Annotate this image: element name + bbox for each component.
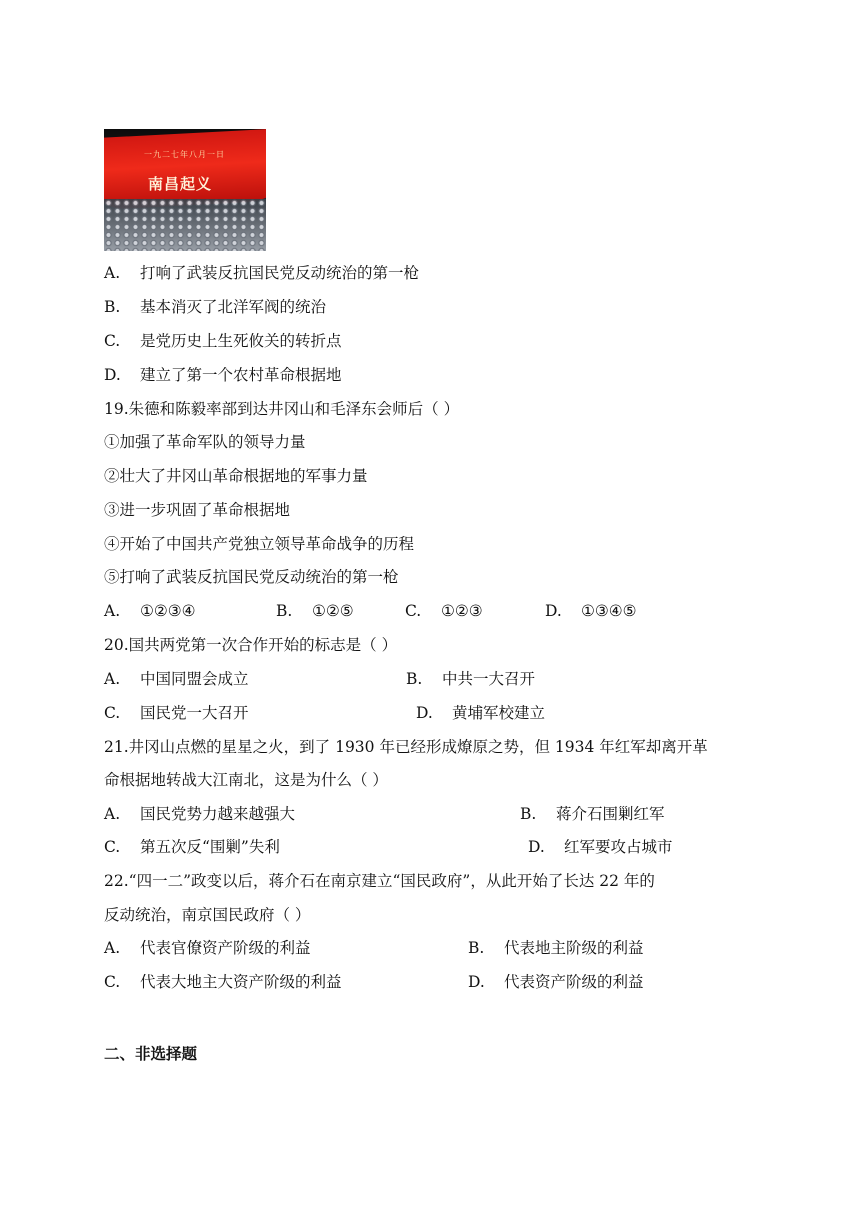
q18-option-d: D. 建立了第一个农村革命根据地 <box>104 366 342 384</box>
q19-item-4: ④开始了中国共产党独立领导革命战争的历程 <box>104 535 415 553</box>
q22-option-d: D. 代表资产阶级的利益 <box>468 973 644 991</box>
q21-stem-line1: 21.井冈山点燃的星星之火，到了 1930 年已经形成燎原之势，但 1934 年红军却离开革 <box>104 738 708 756</box>
q20-stem: 20.国共两党第一次合作开始的标志是（ ） <box>104 636 398 654</box>
photo-date-text: 一九二七年八月一日 <box>144 150 225 159</box>
q19-stem: 19.朱德和陈毅率部到达井冈山和毛泽东会师后（ ） <box>104 400 460 418</box>
q22-option-b: B. 代表地主阶级的利益 <box>468 939 644 957</box>
q21-option-d: D. 红军要攻占城市 <box>528 838 673 856</box>
q20-option-b: B. 中共一大召开 <box>406 670 536 688</box>
q20-option-a: A. 中国同盟会成立 <box>104 670 249 688</box>
q19-item-3: ③进一步巩固了革命根据地 <box>104 501 291 519</box>
q21-option-b: B. 蒋介石围剿红军 <box>520 805 665 823</box>
q22-option-a: A. 代表官僚资产阶级的利益 <box>104 939 311 957</box>
q19-option-d: D. ①③④⑤ <box>545 602 637 620</box>
q18-option-a: A. 打响了武装反抗国民党反动统治的第一枪 <box>104 264 420 282</box>
photo-title-text: 南昌起义 <box>148 175 213 193</box>
q21-option-a: A. 国民党势力越来越强大 <box>104 805 296 823</box>
q22-stem-line2: 反动统治，南京国民政府（ ） <box>104 906 311 924</box>
q21-stem-line2: 命根据地转战大江南北，这是为什么（ ） <box>104 771 388 789</box>
q19-item-5: ⑤打响了武装反抗国民党反动统治的第一枪 <box>104 568 399 586</box>
q21-option-c: C. 第五次反“围剿”失利 <box>104 838 280 856</box>
q18-option-c: C. 是党历史上生死攸关的转折点 <box>104 332 342 350</box>
q20-option-d: D. 黄埔军校建立 <box>416 704 546 722</box>
crowd-image <box>104 199 266 251</box>
q22-option-c: C. 代表大地主大资产阶级的利益 <box>104 973 342 991</box>
q19-item-2: ②壮大了井冈山革命根据地的军事力量 <box>104 467 368 485</box>
q19-option-b: B. ①②⑤ <box>276 602 354 620</box>
q20-option-c: C. 国民党一大召开 <box>104 704 249 722</box>
q19-option-c: C. ①②③ <box>405 602 483 620</box>
q19-option-a: A. ①②③④ <box>104 602 196 620</box>
q19-item-1: ①加强了革命军队的领导力量 <box>104 433 306 451</box>
q18-option-b: B. 基本消灭了北洋军阀的统治 <box>104 298 327 316</box>
nanchang-uprising-photo <box>104 129 266 251</box>
section-heading: 二、非选择题 <box>104 1045 198 1063</box>
q22-stem-line1: 22.“四一二”政变以后，蒋介石在南京建立“国民政府”，从此开始了长达 22 年的 <box>104 872 655 890</box>
